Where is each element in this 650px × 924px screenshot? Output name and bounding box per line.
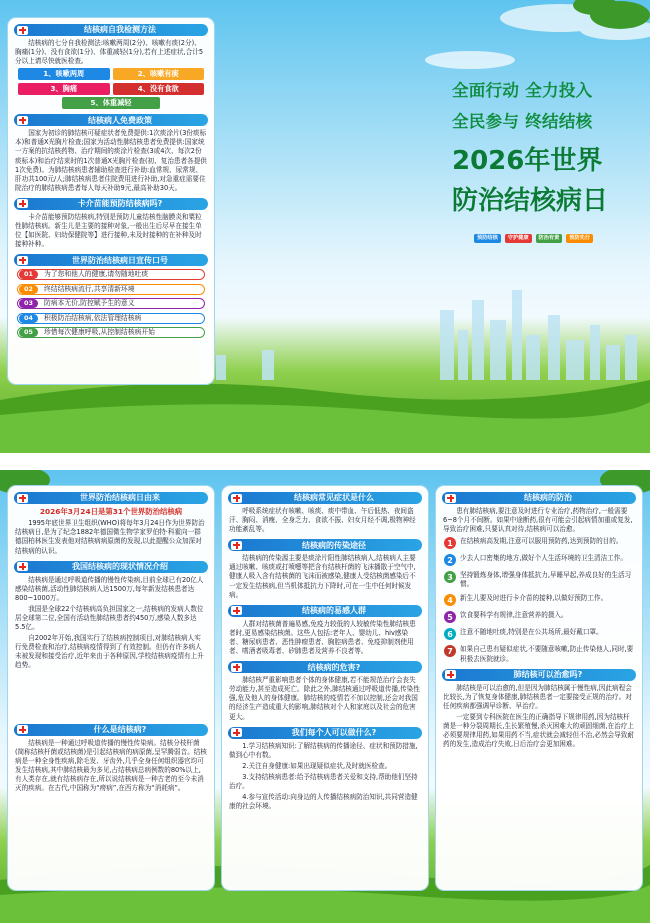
front-left-panel bbox=[8, 18, 214, 384]
cure-text-1: 肺结核是可以治愈的,但是因为肺结核属于慢性病,因此病程会比较长,为了恢复身体健康,肺结核患者一定要接受正规的治疗。对任何疾病都强调早诊断、早治疗。 bbox=[443, 683, 632, 710]
day-highlight: 2026年3月24日是第31个世界防治结核病 bbox=[39, 507, 183, 516]
medical-cross-icon bbox=[17, 116, 28, 125]
prevention-steps bbox=[442, 537, 636, 663]
cure-text-2: 一定要到专科医院在医生的正确指导下规律用药,因为结核杆菌是一种分裂周期长,生长繁殖慢,杀灭困难大的顽固细菌,在治疗上必须要规律用药,如果用药不当,症状就会减轻但不治,必然会导致耐药的发生,造成治疗失败,日后治疗会更加困难。 bbox=[443, 712, 634, 749]
step-text: 新生儿要及时进行卡介苗的接种,以做好预防工作。 bbox=[460, 594, 608, 603]
tag-phlegm: 2、咳嗽有痰 bbox=[113, 68, 205, 80]
harm-header bbox=[228, 661, 422, 673]
self-check-header bbox=[14, 24, 208, 36]
back-col-2 bbox=[222, 486, 428, 890]
back-col-1 bbox=[8, 486, 214, 890]
step-number: 5 bbox=[444, 611, 456, 623]
prevention-step bbox=[444, 537, 634, 549]
prevention-step bbox=[444, 628, 634, 640]
status-text-3: 自2002年开始,我国实行了结核病控制项目,对肺结核病人实行免费检查和治疗,结核病疫情得到了有效控制。但仍有许多病人未被发现和接受治疗,近年来由于各种原因,学校结核病疫情有上升趋势。 bbox=[15, 634, 204, 670]
medical-cross-icon bbox=[17, 562, 28, 571]
todo-item: 4.参与宣传活动:向身边的人传播结核病防治知识,共同营造健康的社会环境。 bbox=[229, 793, 418, 811]
prevention-step bbox=[444, 554, 634, 566]
cover-year-title: 2026年世界 bbox=[452, 146, 603, 176]
cover-pill: 预防结核 bbox=[474, 234, 501, 243]
prevention-step bbox=[444, 611, 634, 623]
slogan-text: 积极防治结核病,依法管理结核病 bbox=[44, 313, 142, 322]
what-text: 结核病是一种通过呼吸道传播的慢性传染病。结核分枝杆菌(简称结核杆菌或结核菌)是引起结核病的病原菌,呈罕腾弱音。结核病是一种全身性疾病,除毛发、牙齿外,几乎全身任何组织器官均可发生结核病,其中肺结核最为多见,占结核病总病例数的80%以上,有人类存在,就有结核病存在,所以说结核病是一种古老的至今未消灭的疾病。在古代,中国称为“痨病”,在西方称为“消耗病”。 bbox=[15, 738, 207, 792]
tag-appetite: 4、没有食欲 bbox=[113, 83, 205, 95]
cover-pill: 守护健康 bbox=[505, 234, 532, 243]
free-policy-header bbox=[14, 114, 208, 126]
slogan-number: 04 bbox=[19, 314, 38, 323]
self-check-text: 结核病的七分自我检测法:咳嗽两周(2分)、咳嗽有痰(2分)、胸痛(1分)、没有食欲(1分)、体重减轻(1分),若有上述症状,合计5分以上请尽快就医检查。 bbox=[15, 39, 204, 66]
medical-cross-icon bbox=[231, 606, 242, 615]
prevention-step bbox=[444, 594, 634, 606]
susceptible-header bbox=[228, 605, 422, 617]
slogan-text: 珍惜每次健康呼吸,从控制结核病开始 bbox=[44, 328, 155, 337]
status-text-1: 结核病是通过呼吸道传播的慢性传染病,目前全球已有20亿人感染结核菌,活动性肺结核病人达1500万,每年新发结核患者达800~1000万。 bbox=[15, 575, 204, 602]
cover-pills bbox=[474, 234, 593, 243]
prevention-step bbox=[444, 571, 634, 589]
slogans-header bbox=[14, 254, 208, 266]
cover-pill: 防治有责 bbox=[536, 234, 563, 243]
day-header bbox=[14, 492, 208, 504]
slogans-title: 世界防治结核病日宣传口号 bbox=[72, 255, 168, 265]
free-policy-text: 国家为初诊的肺结核可疑症状者免费提供:1次痰涂片(3份痰标本)和普通X光胸片检查;国家为活动性肺结核患者免费提供:国家统一方案的抗结核药物、治疗期间的痰涂片检查(3或4次、每次2份痰标本)和治疗结束时的1次普通X光胸片检查(初、复治患者各提供1次免费)。为肺结核病患者辅助检查进行补助:血常规、尿常规、肝功共100元/人;肺结核病患者住院费用进行补助,对急重症需要住院治疗的肺结核病患者每人每天补助9元,最高补助30天。 bbox=[15, 129, 207, 192]
transmission-header bbox=[228, 539, 422, 551]
bcg-text: 卡介苗能够预防结核病,特别是预防儿童结核性脑膜炎和粟粒性肺结核病。新生儿是主要的接种对象,一般出生后尽早在接生单位【如医院、妇幼保健院等】进行接种,未及时接种的在补种及时接种补种。 bbox=[15, 212, 202, 249]
cover-main-title: 防治结核病日 bbox=[452, 186, 609, 216]
front-sheet bbox=[0, 0, 650, 453]
medical-cross-icon bbox=[445, 670, 456, 679]
bcg-header bbox=[14, 198, 208, 210]
cure-header bbox=[442, 669, 636, 681]
back-col-3 bbox=[436, 486, 642, 890]
free-policy-title: 结核病人免费政策 bbox=[88, 115, 152, 125]
slogan-text: 终结结核病流行,共享清新环境 bbox=[44, 284, 135, 293]
cover-pill: 预防先行 bbox=[566, 234, 593, 243]
self-check-title: 结核病自我检测方法 bbox=[84, 25, 156, 35]
step-text: 少去人口密集的地方,做好个人生活环境的卫生清洁工作。 bbox=[460, 554, 627, 563]
status-title: 我国结核病的现状情况介绍 bbox=[72, 562, 168, 572]
slogan-text: 防病本无价,防控赋予生的意义 bbox=[44, 299, 135, 308]
status-header bbox=[14, 561, 208, 573]
step-number: 4 bbox=[444, 594, 456, 606]
step-text: 在结核病高发期,注意可以服用预防药,达到预防的目的。 bbox=[460, 537, 623, 546]
bcg-title: 卡介苗能预防结核病吗? bbox=[77, 199, 163, 209]
slogan-item bbox=[17, 313, 205, 324]
what-header bbox=[14, 724, 208, 736]
susceptible-text: 人群对结核菌普遍易感,免疫力较低的人较敏传染性肺结核患者时,更易感染结核菌。这些人包括:老年人、婴幼儿、hiv感染者、糖尿病患者、恶性肿瘤患者、胸腔病患者、免疫抑制剂使用者、嗜酒者吸毒者、矽肺患者及营养不良者等。 bbox=[229, 619, 416, 656]
symptoms-header bbox=[228, 492, 422, 504]
tag-cough: 1、咳嗽两周 bbox=[18, 68, 110, 80]
symptoms-text: 呼吸系统症状有咳嗽、咳痰、痰中带血、午后低热、夜间盗汗、胸闷、消瘦、全身乏力、食欲不振、妇女月经不调,极物神经功能紊乱等。 bbox=[229, 507, 416, 534]
todo-item: 2.关注自身健康:如果出现疑似症状,及时就医检查。 bbox=[242, 761, 392, 770]
slogan-number: 02 bbox=[19, 285, 38, 294]
medical-cross-icon bbox=[231, 541, 242, 550]
todo-item: 3.支持结核病患者:给予结核病患者关爱和支持,帮助他们坚持治疗。 bbox=[229, 772, 418, 790]
step-text: 注意不随地吐痰,特别是在公共场所,最好戴口罩。 bbox=[460, 628, 603, 637]
cure-title: 肺结核可以治愈吗? bbox=[513, 670, 583, 680]
susceptible-title: 结核病的易感人群 bbox=[302, 606, 366, 616]
what-title: 什么是结核病? bbox=[93, 725, 147, 735]
step-number: 1 bbox=[444, 537, 456, 549]
step-number: 2 bbox=[444, 554, 456, 566]
cover-slogan-2: 全民参与 终结结核 bbox=[452, 112, 593, 131]
harm-text: 肺结核严重影响患者个体的身体健康,若不能规范治疗会丧失劳动能力,甚至造成死亡。除此之外,肺结核通过呼吸道传播,传染性强,危及他人的身体健康。肺结核的疫情若不加以控制,还会对我国的经济生产造成重大的影响,肺结核对个人和家庭以及社会的危害更大。 bbox=[229, 676, 420, 721]
todo-item: 1.学习结核病知识:了解结核病的传播途径、症状和预防措施,做到心中有数。 bbox=[229, 741, 418, 759]
slogan-number: 03 bbox=[19, 299, 38, 308]
step-text: 饮食要科学有规律,注意营养的摄入。 bbox=[460, 611, 568, 620]
medical-cross-icon bbox=[17, 725, 28, 734]
step-number: 3 bbox=[444, 571, 456, 583]
medical-cross-icon bbox=[445, 494, 456, 503]
todo-title: 我们每个人可以做什么? bbox=[291, 728, 377, 738]
medical-cross-icon bbox=[231, 728, 242, 737]
medical-cross-icon bbox=[17, 199, 28, 208]
step-text: 坚持锻炼身体,增强身体抵抗力,早睡早起,养成良好的生活习惯。 bbox=[460, 571, 632, 589]
slogan-item bbox=[17, 284, 205, 295]
medical-cross-icon bbox=[17, 26, 28, 35]
cover-slogan-1: 全面行动 全力投入 bbox=[452, 81, 593, 100]
sheet-gap bbox=[0, 453, 650, 470]
transmission-text: 结核病的传染源主要是痰涂片阳性肺结核病人,结核病人主要通过咳嗽、咳痰或打喷嚏等把含有结核杆菌的飞沫播散于空气中,健康人吸入含有结核菌的飞沫而被感染,健康人受结核菌感染后不一定发生结核病,但当机体抵抗力下降时,可在一生中任何时候发病。 bbox=[229, 554, 416, 599]
prevention-title: 结核病的防治 bbox=[524, 493, 572, 503]
slogan-number: 01 bbox=[19, 270, 38, 279]
slogan-item bbox=[17, 269, 205, 280]
back-sheet bbox=[0, 470, 650, 923]
medical-cross-icon bbox=[17, 494, 28, 503]
prevention-text: 患有肺结核病,要注意及时进行专业治疗,药物治疗,一般需要6~8个月不间断。如果中途断药,很有可能会引起病情加重或复发,导致治疗困难,只要认真对待,结核病可以治愈。 bbox=[443, 507, 633, 534]
status-text-2: 我国是全球22个结核病高负担国家之一,结核病的发病人数位居全球第二位,全国有活动性肺结核患者约450万,感染人数多达5.5亿。 bbox=[15, 604, 204, 632]
step-number: 7 bbox=[444, 645, 456, 657]
prevention-header bbox=[442, 492, 636, 504]
step-text: 如果自己患有疑似症状,不要随意咳嗽,防止传染他人,同时,要积极去医院就诊。 bbox=[460, 645, 634, 663]
medical-cross-icon bbox=[231, 663, 242, 672]
spacer bbox=[14, 673, 208, 719]
tag-weight-loss: 5、体重减轻 bbox=[62, 97, 160, 109]
slogan-number: 05 bbox=[19, 328, 38, 337]
slogan-text: 为了您和他人的健康,请勿随地吐痰 bbox=[44, 270, 149, 279]
prevention-step bbox=[444, 645, 634, 663]
slogan-item bbox=[17, 298, 205, 309]
slogan-list bbox=[17, 269, 205, 338]
todo-header bbox=[228, 727, 422, 739]
day-text: 1995年底世界卫生组织(WHO)将每年3月24日作为世界防治结核病日,是为了纪念1882年德国微生物学家罗伯特·科霍向一群德国柏林医生发表他对结核病病原菌的发现,以此提醒公众加深对结核病的认识。 bbox=[15, 519, 205, 555]
medical-cross-icon bbox=[231, 494, 242, 503]
day-title: 世界防治结核病日由来 bbox=[80, 493, 160, 503]
transmission-title: 结核病的传染途径 bbox=[302, 540, 366, 550]
harm-title: 结核病的危害? bbox=[307, 662, 361, 672]
tag-chest-pain: 3、胸痛 bbox=[18, 83, 110, 95]
symptoms-title: 结核病常见症状是什么 bbox=[294, 493, 374, 503]
medical-cross-icon bbox=[17, 256, 28, 265]
slogan-item bbox=[17, 327, 205, 338]
step-number: 6 bbox=[444, 628, 456, 640]
self-check-tags bbox=[18, 68, 204, 95]
